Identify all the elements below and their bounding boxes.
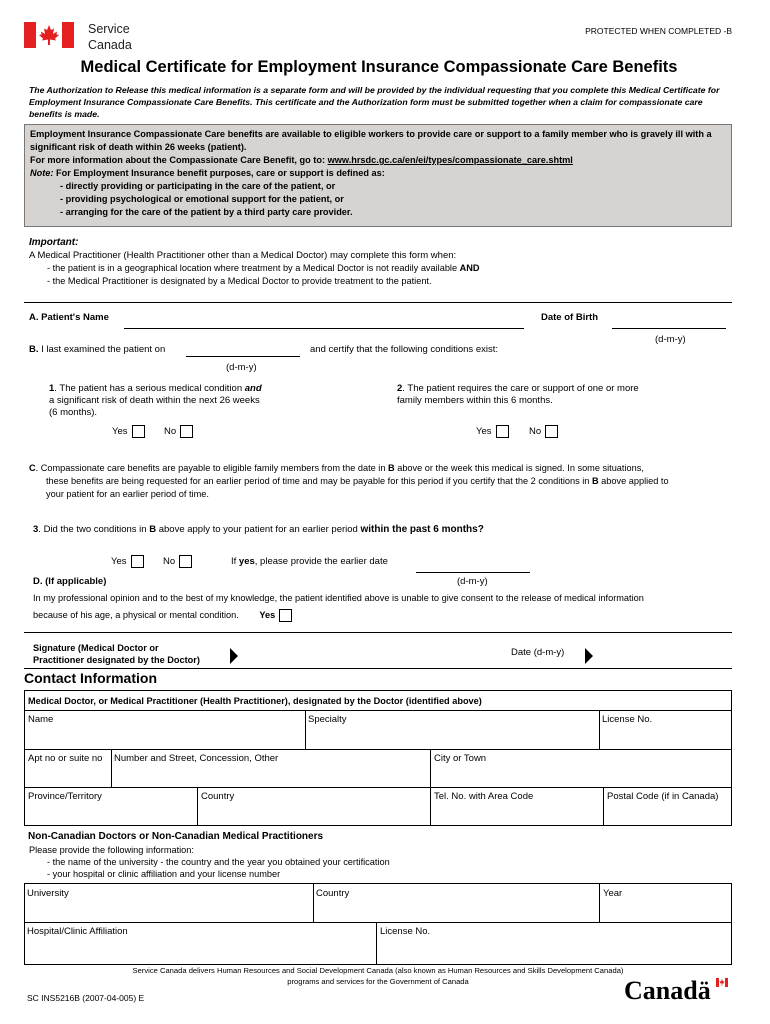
apt-field[interactable]: Apt no or suite no — [28, 753, 103, 764]
city-field[interactable]: City or Town — [434, 753, 487, 764]
condition-2-text: . The patient requires the care or support of one or more — [402, 383, 639, 394]
canada-flag-logo — [24, 22, 74, 48]
condition-1 — [49, 383, 262, 419]
form-id: SC INS5216B (2007-04-005) E — [27, 993, 145, 1003]
non-canadian-title: Non-Canadian Doctors or Non-Canadian Medical Practitioners — [28, 831, 324, 842]
org-name — [88, 21, 132, 53]
protected-label: PROTECTED WHEN COMPLETED -B — [585, 26, 732, 36]
condition-1-number: 1 — [49, 383, 55, 394]
table-line — [376, 922, 377, 965]
org-name-line2: Canada — [88, 38, 132, 52]
info-box-line2: For more information about the Compassionate Care Benefit, go to: — [30, 155, 328, 165]
table-line — [197, 787, 198, 826]
section-c-ref: B — [591, 476, 599, 486]
condition-1-text: . The patient has a serious medical condition — [54, 383, 245, 394]
section-d-label: D. (If applicable) — [33, 576, 107, 587]
condition-2-yes-checkbox[interactable] — [496, 425, 509, 438]
condition-1-and: and — [244, 383, 262, 394]
table-line — [24, 749, 732, 750]
table-line — [24, 787, 732, 788]
table-line — [305, 710, 306, 749]
and-emphasis: AND — [459, 263, 480, 273]
question-3-yes — [111, 555, 144, 568]
info-bullet: - arranging for the care of the patient by a third party care provider. — [60, 207, 353, 217]
section-b-line — [29, 344, 165, 355]
important-bullet1-text: - the patient is in a geographical location where treatment by a Medical Doctor is not readily available — [47, 263, 460, 273]
tel-field[interactable]: Tel. No. with Area Code — [434, 791, 534, 802]
nc-country-field[interactable]: Country — [316, 888, 350, 899]
question-3-yes-checkbox[interactable] — [131, 555, 144, 568]
condition-2-text2: family members within this 6 months. — [397, 395, 553, 406]
non-canadian-text: Please provide the following information: — [29, 845, 194, 855]
non-canadian-table — [24, 883, 732, 965]
table-line — [603, 787, 604, 826]
important-label: Important: — [29, 237, 79, 248]
earlier-date-field[interactable] — [416, 572, 530, 573]
condition-1-text2: a significant risk of death within the next 26 weeks — [49, 395, 260, 406]
canada-wordmark-text: Canadä — [624, 976, 711, 1005]
condition-2 — [397, 383, 639, 407]
divider — [24, 302, 732, 303]
question-3 — [33, 524, 484, 535]
section-c-text: above or the week this medical is signed. In some situations, — [394, 463, 644, 473]
specialty-field[interactable]: Specialty — [308, 714, 347, 725]
signature-label-line2: Practitioner designated by the Doctor) — [33, 655, 200, 665]
last-exam-date-format: (d-m-y) — [226, 362, 257, 373]
contact-subhead: Medical Doctor, or Medical Practitioner (Health Practitioner), designated by the Doctor (identified above) — [28, 696, 482, 706]
table-line — [599, 883, 600, 922]
table-line — [24, 922, 732, 923]
condition-1-yes-checkbox[interactable] — [132, 425, 145, 438]
question-3-text: . Did the two conditions in — [38, 524, 150, 535]
dob-field[interactable] — [612, 328, 726, 329]
page-title: Medical Certificate for Employment Insurance Compassionate Care Benefits — [80, 58, 678, 76]
year-field[interactable]: Year — [603, 888, 623, 899]
section-c-text: above applied to — [598, 476, 669, 486]
divider — [24, 632, 732, 633]
if-text: , please provide the earlier date — [254, 556, 388, 567]
yes-label: Yes — [259, 609, 276, 620]
dob-label: Date of Birth — [541, 312, 598, 323]
country-field[interactable]: Country — [201, 791, 235, 802]
section-c-text: your patient for an earlier period of time. — [46, 489, 209, 499]
province-field[interactable]: Province/Territory — [28, 791, 102, 802]
table-line — [111, 749, 112, 787]
yes-label: Yes — [476, 426, 492, 438]
info-box-line1: Employment Insurance Compassionate Care benefits are available to eligible workers to provide care or support to a family member who is gravely ill with a significant risk of death within 26 weeks (patient). — [30, 129, 712, 152]
table-line — [599, 710, 600, 749]
non-canadian-bullet1: - the name of the university - the country and the year you obtained your certification — [47, 857, 390, 867]
no-label: No — [163, 556, 176, 568]
certify-text: and certify that the following conditions exist: — [310, 344, 498, 355]
patient-name-field[interactable] — [124, 328, 524, 329]
name-field[interactable]: Name — [28, 714, 54, 725]
license-field[interactable]: License No. — [602, 714, 653, 725]
question-3-no — [163, 555, 192, 568]
if-text: If — [231, 556, 239, 567]
patient-name-label: A. Patient's Name — [29, 312, 109, 323]
yes-label: Yes — [112, 426, 128, 438]
important-bullet2: - the Medical Practitioner is designated by a Medical Doctor to provide treatment to the patient. — [47, 276, 432, 286]
condition-1-text3: (6 months). — [49, 407, 98, 418]
no-label: No — [164, 426, 177, 438]
condition-1-no — [164, 425, 193, 438]
info-box — [24, 124, 732, 227]
question-3-ref: B — [149, 524, 157, 535]
question-3-emphasis: within the past 6 months? — [360, 524, 484, 535]
canada-wordmark — [624, 976, 711, 1006]
yes-label: Yes — [111, 556, 127, 568]
org-name-line1: Service — [88, 22, 130, 36]
important-bullet1 — [47, 263, 480, 273]
info-bullet: - directly providing or participating in the care of the patient, or — [60, 181, 336, 191]
section-c — [29, 462, 734, 501]
note-text: For Employment Insurance benefit purposes, care or support is defined as: — [53, 168, 385, 178]
important-text: A Medical Practitioner (Health Practitioner other than a Medical Doctor) may complete this form when: — [29, 250, 457, 261]
divider — [24, 668, 732, 669]
earlier-date-format: (d-m-y) — [457, 576, 488, 587]
no-label: No — [529, 426, 542, 438]
section-d-text2 — [33, 609, 292, 622]
question-3-no-checkbox[interactable] — [179, 555, 192, 568]
wordmark-flag-icon — [716, 978, 728, 987]
dob-format: (d-m-y) — [655, 334, 686, 345]
hospital-field[interactable]: Hospital/Clinic Affiliation — [27, 926, 128, 937]
nc-license-field[interactable]: License No. — [380, 926, 431, 937]
condition-2-no-checkbox[interactable] — [545, 425, 558, 438]
intro-text: The Authorization to Release this medical information is a separate form and will be provided by the individual requesting that you complete this Medical Certificate for Employment Insurance Compassionate Care Benefits. This certificate and the Authorization form must be submitted together when a claim for compassionate care benefits is made. — [29, 85, 720, 119]
section-c-ref: B — [388, 463, 395, 473]
university-field[interactable]: University — [27, 888, 69, 899]
compassionate-care-link[interactable]: www.hrsdc.gc.ca/en/ei/types/compassionate_care.shtml — [327, 155, 573, 165]
signature-date-label: Date (d-m-y) — [511, 647, 565, 658]
section-d-yes-checkbox[interactable] — [279, 609, 292, 622]
contact-title: Contact Information — [24, 670, 157, 686]
earlier-date-label — [231, 556, 388, 567]
section-d-text: because of his age, a physical or mental condition. — [33, 609, 239, 620]
condition-2-number: 2 — [397, 383, 403, 394]
date-arrow-icon — [585, 648, 593, 664]
street-field[interactable]: Number and Street, Concession, Other — [114, 753, 279, 764]
signature-label-line1: Signature (Medical Doctor or — [33, 643, 159, 653]
section-b-text: I last examined the patient on — [38, 344, 166, 355]
section-c-text: . Compassionate care benefits are payable to eligible family members from the date in — [35, 463, 389, 473]
condition-1-no-checkbox[interactable] — [180, 425, 193, 438]
section-b-letter: B. — [29, 344, 39, 355]
question-3-text: above apply to your patient for an earlier period — [156, 524, 361, 535]
if-yes: yes — [238, 556, 255, 567]
info-bullet: - providing psychological or emotional support for the patient, or — [60, 194, 344, 204]
section-c-text: these benefits are being requested for an earlier period of time and may be payable for this period if you certify that the 2 conditions in — [46, 476, 592, 486]
condition-2-yes — [476, 425, 509, 438]
condition-1-yes — [112, 425, 145, 438]
section-d-text1: In my professional opinion and to the best of my knowledge, the patient identified above is unable to give consent to the release of medical information — [33, 593, 644, 603]
question-3-number: 3 — [33, 524, 39, 535]
note-label: Note: — [30, 168, 54, 178]
non-canadian-bullet2: - your hospital or clinic affiliation and your license number — [47, 869, 281, 879]
postal-code-field[interactable]: Postal Code (if in Canada) — [607, 791, 719, 802]
table-line — [313, 883, 314, 922]
footer-line1: Service Canada delivers Human Resources and Social Development Canada (also known as Human Resources and Skills Development Canada) — [132, 966, 624, 975]
table-line — [430, 749, 431, 826]
signature-arrow-icon — [230, 648, 238, 664]
section-c-letter: C — [29, 463, 36, 473]
last-exam-date-field[interactable] — [186, 356, 300, 357]
condition-2-no — [529, 425, 558, 438]
table-line — [24, 710, 732, 711]
signature-label — [33, 642, 200, 666]
footer-line2: programs and services for the Government of Canada — [287, 977, 469, 986]
